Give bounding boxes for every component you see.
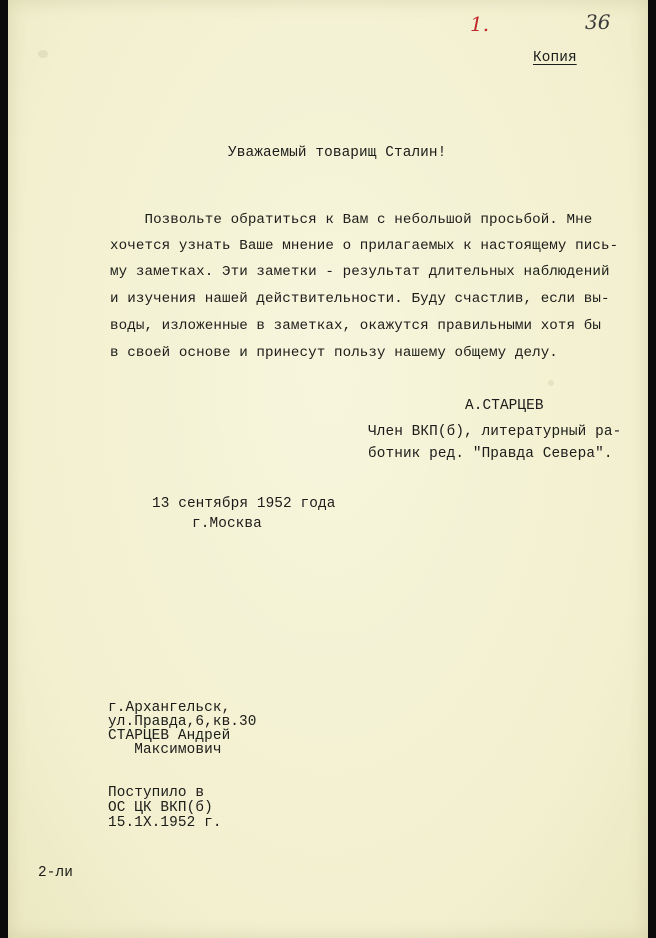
letter-date: 13 сентября 1952 года	[152, 496, 336, 512]
signature-name: А.СТАРЦЕВ	[465, 398, 544, 414]
address-line: Максимович	[108, 742, 222, 758]
handwritten-page-number: 36	[585, 10, 611, 34]
signature-title-line: ботник ред. "Правда Севера".	[368, 446, 613, 462]
address-line: г.Архангельск,	[108, 700, 231, 716]
document-page	[8, 0, 648, 938]
paper-smudge	[38, 50, 48, 58]
paper-smudge	[548, 380, 554, 386]
received-line: 15.1Х.1952 г.	[108, 815, 222, 831]
body-line: хочется узнать Ваше мнение о прилагаемых к настоящему пись-	[110, 238, 619, 254]
handwritten-red-mark: 1.	[470, 12, 490, 36]
footer-code: 2-ли	[38, 865, 73, 881]
address-line: СТАРЦЕВ Андрей	[108, 728, 231, 744]
letter-city: г.Москва	[192, 516, 262, 532]
body-line: Позвольте обратиться к Вам с небольшой просьбой. Мне	[110, 212, 593, 228]
salutation: Уважаемый товарищ Сталин!	[228, 145, 447, 161]
body-line: в своей основе и принесут пользу нашему общему делу.	[110, 345, 558, 361]
received-line: ОС ЦК ВКП(б)	[108, 800, 213, 816]
received-line: Поступило в	[108, 785, 205, 801]
body-line: му заметках. Эти заметки - результат длительных наблюдений	[110, 264, 610, 280]
body-line: и изучения нашей действительности. Буду счастлив, если вы-	[110, 291, 610, 307]
copy-label: Копия	[533, 50, 577, 66]
address-line: ул.Правда,6,кв.30	[108, 714, 257, 730]
body-line: воды, изложенные в заметках, окажутся правильными хотя бы	[110, 318, 601, 334]
signature-title-line: Член ВКП(б), литературный ра-	[368, 424, 622, 440]
